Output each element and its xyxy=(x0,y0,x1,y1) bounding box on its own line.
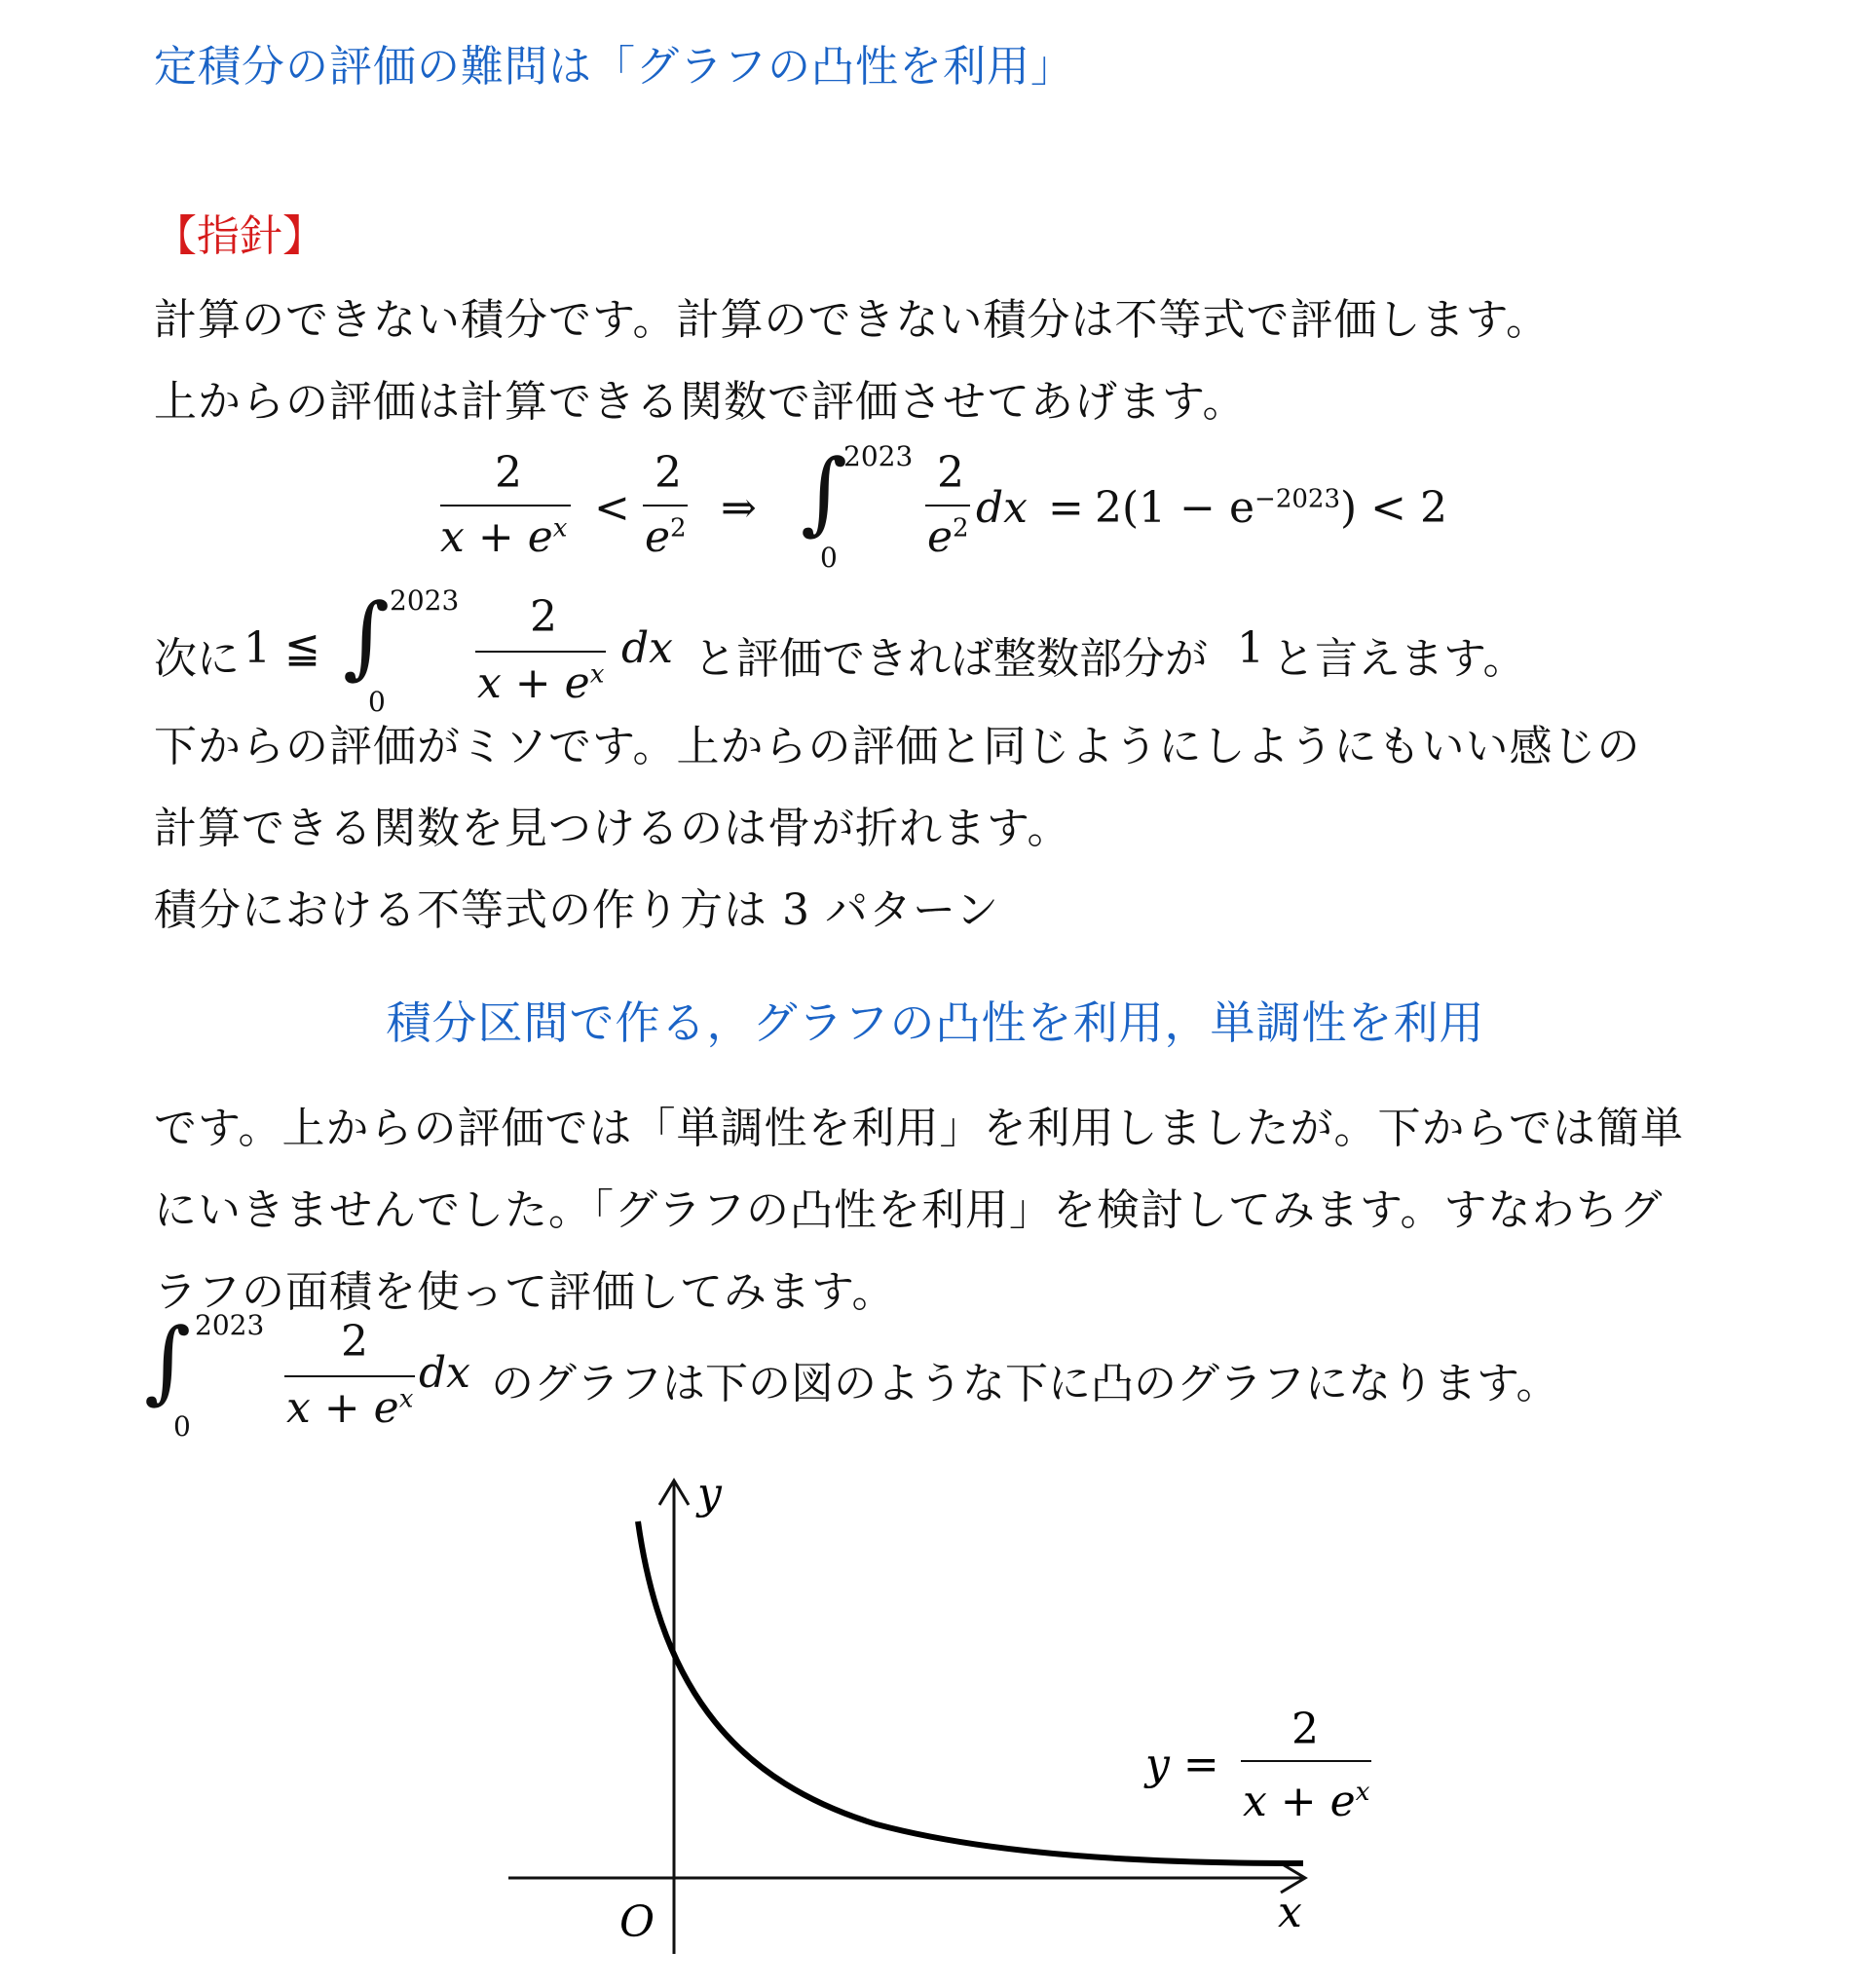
graph-suffix: のグラフは下の図のような下に凸のグラフになります。 xyxy=(491,1359,1559,1408)
x-axis-label: x xyxy=(1278,1888,1302,1937)
curve-label-lhs: y = xyxy=(1145,1740,1219,1789)
next-one: 1 xyxy=(1237,623,1264,673)
eq1-integral-lower: 0 xyxy=(820,542,838,574)
eq1-equals: = xyxy=(1048,483,1084,533)
next-frac-den: $x + e^x$ xyxy=(477,658,605,708)
page-title: 定積分の評価の難問は「グラフの凸性を利用」 xyxy=(154,42,1074,92)
origin-label: O xyxy=(619,1897,655,1947)
paragraph3-line1: です。上からの評価では「単調性を利用」を利用しましたが。下からでは簡単 xyxy=(154,1104,1685,1153)
eq1-rhs: $2(1 - e^{-2023}) < 2$ xyxy=(1095,483,1448,533)
eq1-dx: dx xyxy=(976,483,1028,533)
next-prefix: 次に xyxy=(154,634,240,684)
eq1-frac1-num: 2 xyxy=(495,448,522,498)
y-axis-label: y xyxy=(697,1469,722,1519)
paragraph1-line2: 上からの評価は計算できる関数で評価させてあげます。 xyxy=(154,377,1247,427)
eq1-frac3-num: 2 xyxy=(937,448,964,498)
eq1-frac2-num: 2 xyxy=(655,448,682,498)
eq1-integral-upper: 2023 xyxy=(843,440,914,472)
curve-label-num: 2 xyxy=(1291,1705,1319,1754)
graph-integral-upper: 2023 xyxy=(195,1309,265,1341)
next-dx: dx xyxy=(621,623,673,673)
next-inequality: 1 ≦ xyxy=(243,623,320,673)
next-suffix-b: と言えます。 xyxy=(1272,634,1526,684)
next-frac-num: 2 xyxy=(530,592,557,642)
graph-frac-num: 2 xyxy=(341,1317,368,1367)
graph-integral-sign: ∫ xyxy=(144,1309,191,1413)
eq1-frac3-den: $e^2$ xyxy=(927,512,969,562)
next-integral-sign: ∫ xyxy=(343,584,390,689)
eq1-integral-sign: ∫ xyxy=(801,440,847,544)
next-integral-upper: 2023 xyxy=(390,584,460,617)
eq1-frac2-den: $e^2$ xyxy=(645,512,687,562)
graph-integral-lower: 0 xyxy=(173,1410,191,1443)
graph-frac-den: $x + e^x$ xyxy=(286,1383,414,1433)
paragraph2-line2: 計算できる関数を見つけるのは骨が折れます。 xyxy=(154,804,1071,853)
paragraph2-line3: 積分における不等式の作り方は 3 パターン xyxy=(154,885,1000,935)
graph-dx: dx xyxy=(419,1348,470,1398)
integration-patterns: 積分区間で作る，グラフの凸性を利用，単調性を利用 xyxy=(386,996,1485,1049)
curve-y-2-over-x-plus-ex xyxy=(638,1521,1303,1863)
curve-label-den: $x + e^x$ xyxy=(1243,1777,1370,1826)
paragraph2-line1: 下からの評価がミソです。上からの評価と同じようにしようにもいい感じの xyxy=(154,722,1641,771)
eq1-implies: ⇒ xyxy=(721,483,757,533)
paragraph1-line1: 計算のできない積分です。計算のできない積分は不等式で評価します。 xyxy=(154,295,1550,345)
eq1-less-than: < xyxy=(594,483,630,533)
next-suffix-a: と評価できれば整数部分が xyxy=(693,634,1208,684)
eq1-frac1-den: $x + e^x$ xyxy=(440,512,568,562)
paragraph3-line3: ラフの面積を使って評価してみます。 xyxy=(154,1267,896,1317)
hint-heading: 【指針】 xyxy=(154,211,325,261)
next-integral-lower: 0 xyxy=(368,686,386,718)
paragraph3-line2: にいきませんでした。「グラフの凸性を利用」を検討してみます。すなわちグ xyxy=(154,1185,1664,1235)
